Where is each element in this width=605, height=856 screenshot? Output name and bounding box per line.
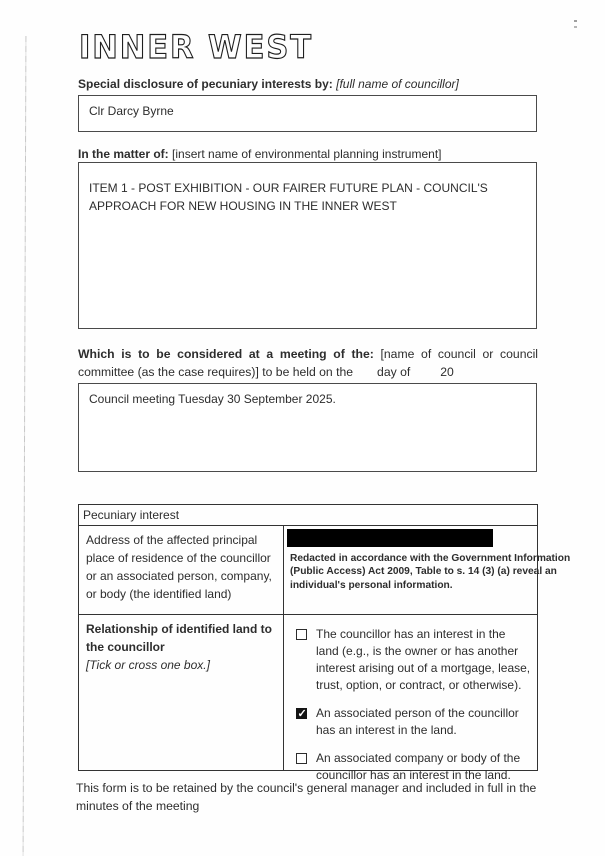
scan-edge-artifact (23, 36, 27, 856)
address-label-cell: Address of the affected principal place of residence of the councillor or an associated person, company, or body (the identified land) (79, 526, 284, 614)
matter-field (78, 162, 537, 329)
inner-west-logo (77, 24, 317, 73)
scan-speck-artifact (574, 20, 577, 28)
redaction-note-line-1: Redacted in accordance with the Government Information (290, 553, 571, 564)
meeting-year-prefix: 20 (440, 364, 454, 379)
table-header: Pecuniary interest (79, 505, 537, 526)
redaction-note (290, 552, 580, 592)
checkbox-unchecked-icon (296, 629, 307, 640)
councillor-name-value: Clr Darcy Byrne (89, 104, 174, 118)
option-councillor-interest (296, 626, 531, 694)
redaction-bar (287, 529, 493, 547)
option-text: An associated company or body of the councillor has an interest in the land. (316, 751, 521, 783)
option-text: The councillor has an interest in the land (e.g., is the owner or has another interest arising out of a mortgage, lease, trust, option, or contract, or otherwise). (316, 627, 531, 693)
address-value-cell (284, 526, 571, 614)
councillor-name-field (78, 95, 537, 132)
checkbox-checked-icon (296, 708, 307, 719)
disclosure-label (78, 77, 540, 93)
option-text: An associated person of the councillor has an interest in the land. (316, 706, 519, 738)
disclosure-label-hint: [full name of councillor] (336, 77, 459, 91)
meeting-label-rest: [name of council or council committee (as the case requires)] to be held on the (78, 347, 538, 379)
redaction-note-line-3: individual's personal information. (290, 579, 453, 591)
relationship-label-cell (79, 615, 284, 770)
matter-label-bold: In the matter of: (78, 147, 169, 161)
disclosure-label-bold: Special disclosure of pecuniary interests by: (78, 77, 333, 91)
meeting-value: Council meeting Tuesday 30 September 2025. (89, 392, 336, 406)
matter-label-hint: [insert name of environmental planning instrument] (172, 147, 442, 161)
retention-note: This form is to be retained by the council's general manager and included in full in the minutes of the meeting (76, 781, 537, 814)
relationship-row (79, 614, 537, 783)
relationship-label-hint: [Tick or cross one box.] (86, 658, 210, 672)
meeting-label-bold: Which is to be considered at a meeting of the: (78, 347, 374, 361)
option-associated-person (296, 705, 531, 739)
matter-label (78, 147, 540, 163)
meeting-label-paragraph (78, 346, 538, 381)
matter-value: ITEM 1 - POST EXHIBITION - OUR FAIRER FUTURE PLAN - COUNCIL'S APPROACH FOR NEW HOUSING IN THE INNER WEST (89, 181, 488, 213)
meeting-day-of-text: day of (377, 364, 411, 379)
options-list (284, 615, 537, 784)
meeting-field (78, 383, 537, 472)
redaction-note-line-2: (Public Access) Act 2009, Table to s. 14 (3) (a) reveal an (290, 566, 557, 578)
inner-west-logo-text: INNER WEST (79, 28, 313, 66)
relationship-label-bold: Relationship of identified land to the councillor (86, 622, 272, 654)
checkbox-unchecked-icon (296, 753, 307, 764)
pecuniary-interest-table (78, 504, 571, 783)
relationship-options-cell (284, 615, 537, 783)
address-row (79, 526, 571, 614)
inner-west-logo-svg (77, 24, 317, 68)
